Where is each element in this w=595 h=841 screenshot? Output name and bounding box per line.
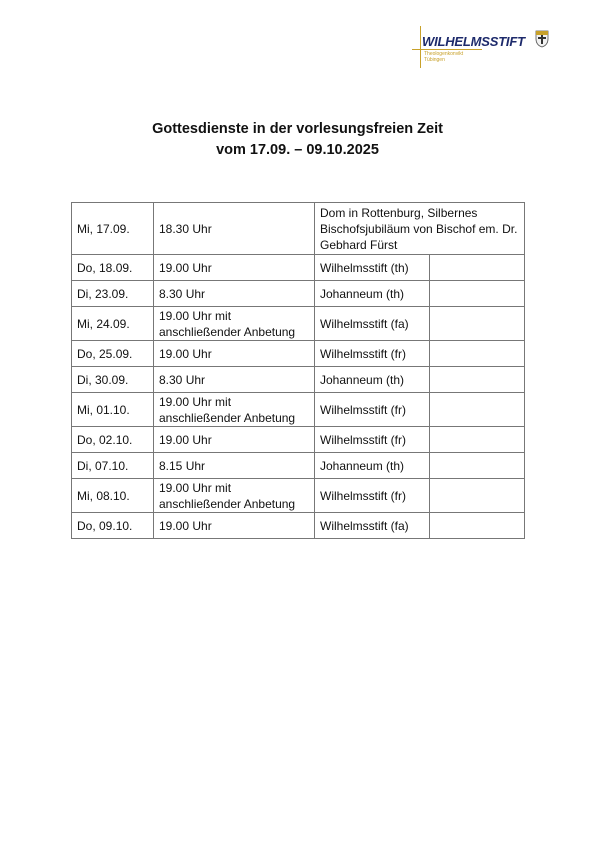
- time-cell: 8.30 Uhr: [154, 367, 315, 393]
- table-row: [72, 341, 525, 367]
- extra-cell: [430, 281, 525, 307]
- place-cell: Wilhelmsstift (fr): [315, 393, 430, 427]
- service-schedule-table: [71, 202, 525, 539]
- place-cell: Wilhelmsstift (fr): [315, 341, 430, 367]
- table-row: [72, 513, 525, 539]
- place-cell: Wilhelmsstift (th): [315, 255, 430, 281]
- table-row: [72, 367, 525, 393]
- page-title-line2: vom 17.09. – 09.10.2025: [216, 142, 379, 158]
- date-cell: Do, 25.09.: [72, 341, 154, 367]
- extra-cell: [430, 341, 525, 367]
- logo-subtitle-line1: Theologenkonvikt: [424, 51, 464, 57]
- date-cell: Mi, 08.10.: [72, 479, 154, 513]
- place-cell: Dom in Rottenburg, Silbernes Bischofsjubiläum von Bischof em. Dr. Gebhard Fürst: [315, 203, 525, 255]
- place-cell: Wilhelmsstift (fa): [315, 307, 430, 341]
- extra-cell: [430, 255, 525, 281]
- crest-icon: [534, 28, 550, 48]
- time-cell: 19.00 Uhr: [154, 255, 315, 281]
- table-row: [72, 479, 525, 513]
- time-cell: 19.00 Uhr mit anschließender Anbetung: [154, 479, 315, 513]
- time-cell: 8.30 Uhr: [154, 281, 315, 307]
- place-cell: Johanneum (th): [315, 453, 430, 479]
- logo-horizontal-line: [412, 49, 482, 50]
- date-cell: Do, 02.10.: [72, 427, 154, 453]
- date-cell: Di, 23.09.: [72, 281, 154, 307]
- table-row: [72, 281, 525, 307]
- date-cell: Mi, 17.09.: [72, 203, 154, 255]
- time-cell: 19.00 Uhr mit anschließender Anbetung: [154, 307, 315, 341]
- schedule-table-body: [72, 203, 525, 539]
- wilhelmsstift-logo: [412, 22, 552, 70]
- time-cell: 19.00 Uhr: [154, 513, 315, 539]
- logo-brand-text: WILHELMSSTIFT: [422, 34, 525, 49]
- place-cell: Johanneum (th): [315, 367, 430, 393]
- extra-cell: [430, 479, 525, 513]
- place-cell: Wilhelmsstift (fr): [315, 427, 430, 453]
- page-title-line1: Gottesdienste in der vorlesungsfreien Zeit: [152, 121, 443, 137]
- extra-cell: [430, 367, 525, 393]
- place-cell: Johanneum (th): [315, 281, 430, 307]
- table-row: [72, 427, 525, 453]
- table-row: [72, 307, 525, 341]
- extra-cell: [430, 453, 525, 479]
- place-cell: Wilhelmsstift (fa): [315, 513, 430, 539]
- place-cell: Wilhelmsstift (fr): [315, 479, 430, 513]
- date-cell: Di, 07.10.: [72, 453, 154, 479]
- time-cell: 18.30 Uhr: [154, 203, 315, 255]
- table-row: [72, 453, 525, 479]
- extra-cell: [430, 307, 525, 341]
- time-cell: 8.15 Uhr: [154, 453, 315, 479]
- time-cell: 19.00 Uhr mit anschließender Anbetung: [154, 393, 315, 427]
- logo-subtitle: [424, 51, 463, 63]
- extra-cell: [430, 427, 525, 453]
- logo-vertical-line: [420, 26, 421, 68]
- extra-cell: [430, 513, 525, 539]
- date-cell: Do, 18.09.: [72, 255, 154, 281]
- date-cell: Mi, 24.09.: [72, 307, 154, 341]
- table-row: [72, 255, 525, 281]
- date-cell: Mi, 01.10.: [72, 393, 154, 427]
- logo-subtitle-line2: Tübingen: [424, 57, 445, 63]
- extra-cell: [430, 393, 525, 427]
- table-row: [72, 393, 525, 427]
- date-cell: Di, 30.09.: [72, 367, 154, 393]
- time-cell: 19.00 Uhr: [154, 341, 315, 367]
- date-cell: Do, 09.10.: [72, 513, 154, 539]
- time-cell: 19.00 Uhr: [154, 427, 315, 453]
- table-row: [72, 203, 525, 255]
